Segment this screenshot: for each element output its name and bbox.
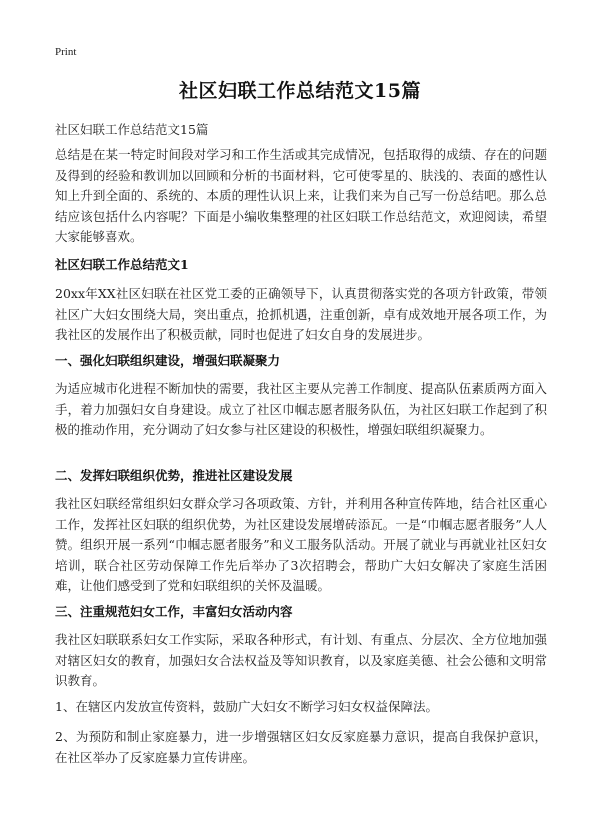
document-title: 社区妇联工作总结范文15篇 bbox=[179, 80, 421, 102]
intro-paragraph: 总结是在某一特定时间段对学习和工作生活或其完成情况，包括取得的成绩、存在的问题及得到的经验和教训加以回顾和分析的书面材料，它可使零星的、肤浅的、表面的感性认知上升到全面的、系统的、本质的理性认识上来，让我们来为自己写一份总结吧。那么总结应该包括什么内容呢？下面是小编收集整理的社区妇联工作总结范文，欢迎阅读，希望大家能够喜欢。 bbox=[55, 147, 547, 244]
heading-1: 一、强化妇联组织建设，增强妇联凝聚力 bbox=[55, 353, 281, 368]
heading-2: 二、发挥妇联组织优势，推进社区建设发展 bbox=[55, 468, 293, 483]
paragraph-1: 为适应城市化进程不断加快的需要，我社区主要从完善工作制度、提高队伍素质两方面入手，着力加强妇女自身建设。成立了社区巾帼志愿者服务队伍，为社区妇联工作起到了积极的推动作用，充分调动了妇女参与社区建设的积极性，增强妇联组织凝聚力。 bbox=[55, 381, 547, 437]
document-subtitle: 社区妇联工作总结范文15篇 bbox=[55, 122, 209, 137]
heading-3: 三、注重规范妇女工作，丰富妇女活动内容 bbox=[55, 604, 293, 619]
print-label[interactable]: Print bbox=[55, 46, 77, 58]
paragraph-2: 我社区妇联经常组织妇女群众学习各项政策、方针，并利用各种宣传阵地，结合社区重心工作，发挥社区妇联的组织优势，为社区建设发展增砖添瓦。一是“巾帼志愿者服务”人人赞。组织开展一系列“巾帼志愿者服务”和义工服务队活动。开展了就业与再就业社区妇女培训，联合社区劳动保障工作先后举办了3次招聘会，帮助广大妇女解决了家庭生活困难，让他们感受到了党和妇联组织的关怀及温暖。 bbox=[55, 496, 547, 593]
section1-intro-paragraph: 20xx年XX社区妇联在社区党工委的正确领导下，认真贯彻落实党的各项方针政策，带领社区广大妇女围绕大局，突出重点，抢抓机遇，注重创新，卓有成效地开展各项工作，为我社区的发展作出了积极贡献，同时也促进了妇女自身的发展进步。 bbox=[55, 286, 547, 342]
list-item-2: 2、为预防和制止家庭暴力，进一步增强辖区妇女反家庭暴力意识，提高自我保护意识，在社区举办了反家庭暴力宣传讲座。 bbox=[55, 729, 547, 765]
paragraph-3: 我社区妇联联系妇女工作实际，采取各种形式，有计划、有重点、分层次、全方位地加强对辖区妇女的教育，加强妇女合法权益及等知识教育，以及家庭美德、社会公德和文明常识教育。 bbox=[55, 632, 547, 688]
list-item-1: 1、在辖区内发放宣传资料，鼓励广大妇女不断学习妇女权益保障法。 bbox=[55, 699, 438, 714]
section1-title: 社区妇联工作总结范文1 bbox=[55, 257, 189, 272]
